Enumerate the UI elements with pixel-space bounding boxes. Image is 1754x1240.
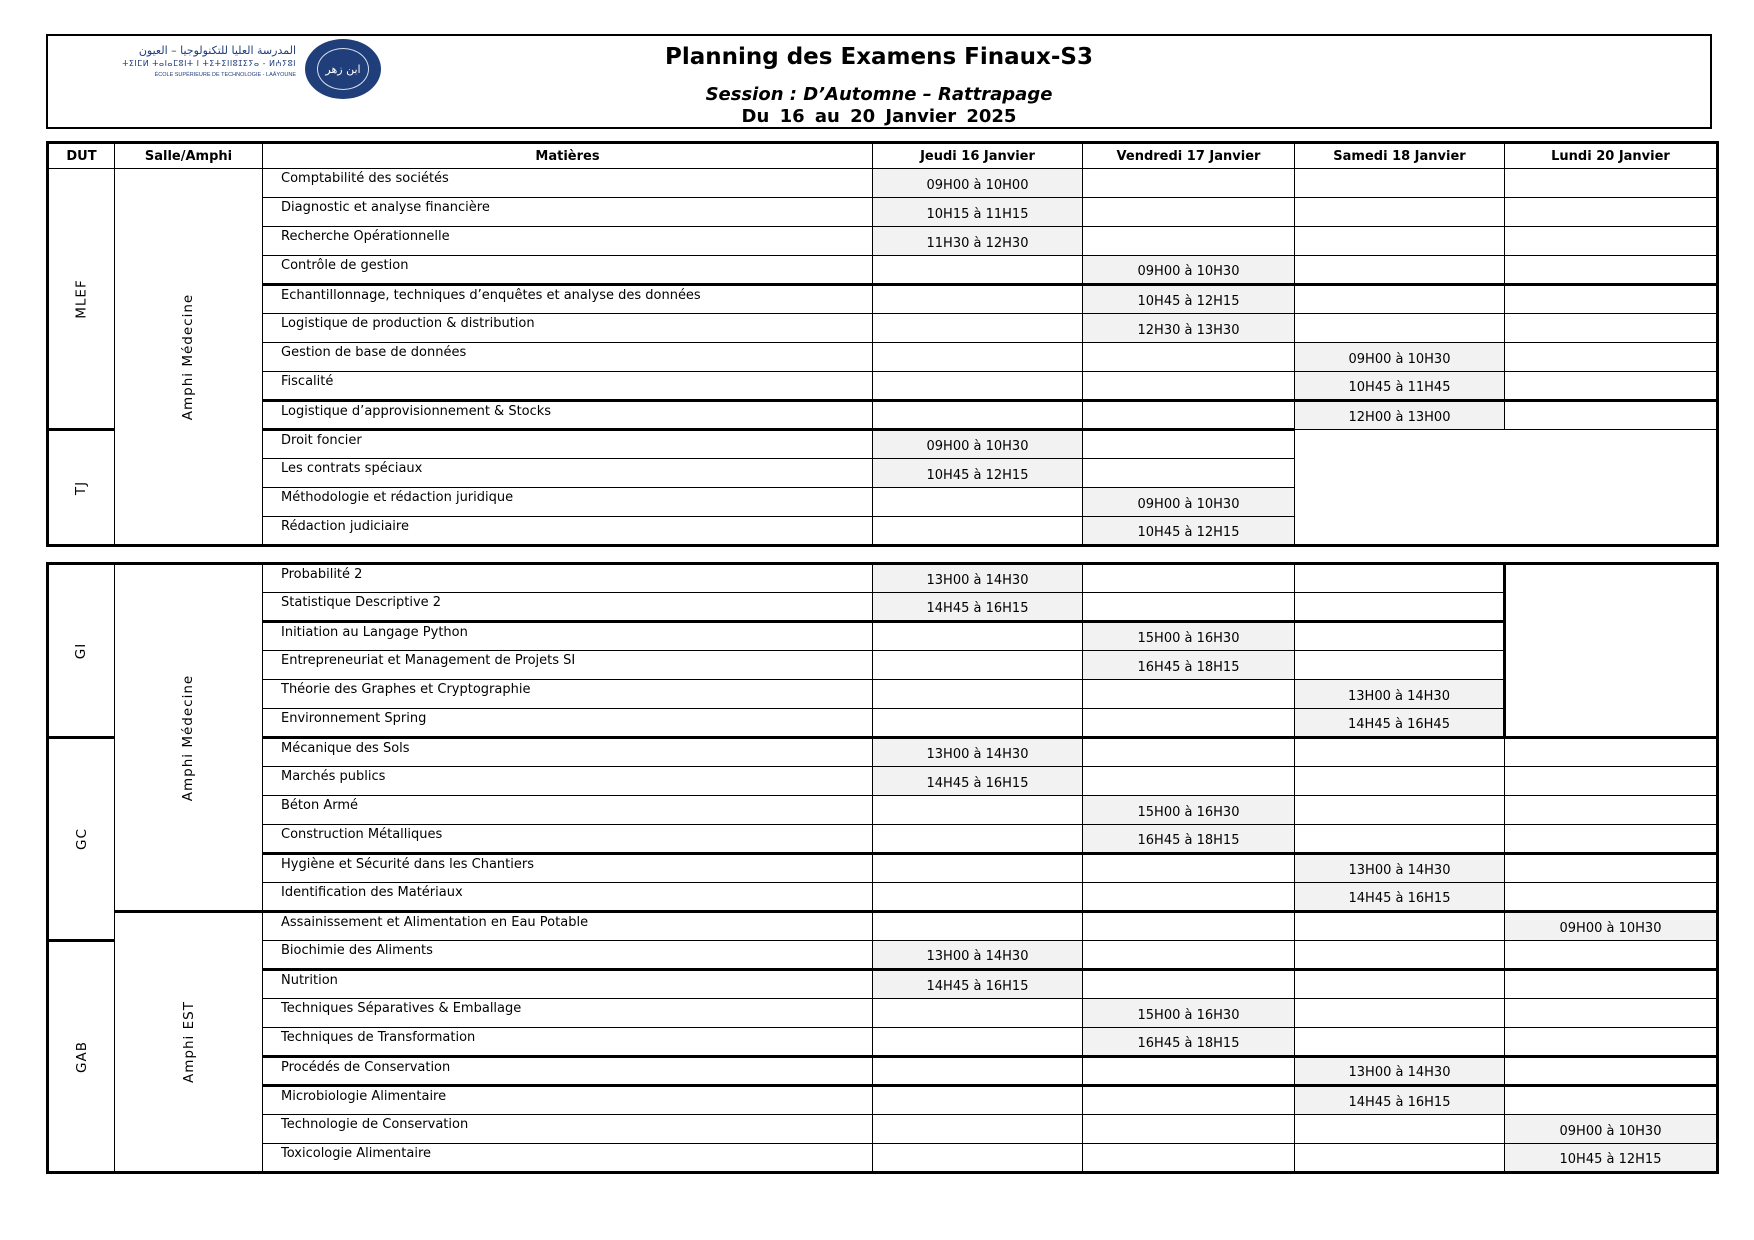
empty-slot: [1083, 372, 1295, 401]
subject-cell: Gestion de base de données: [263, 343, 873, 372]
empty-slot: [1505, 738, 1718, 767]
exam-table-1: [46, 141, 1719, 547]
empty-slot: [873, 680, 1083, 709]
exam-time-slot: 09H00 à 10H30: [1083, 256, 1295, 285]
empty-slot: [873, 709, 1083, 738]
exam-time-slot: 14H45 à 16H15: [873, 767, 1083, 796]
blank-area: [1295, 430, 1718, 546]
empty-slot: [1505, 401, 1718, 430]
empty-slot: [1505, 767, 1718, 796]
table-row: [48, 169, 1718, 198]
empty-slot: [1505, 343, 1718, 372]
empty-slot: [1083, 430, 1295, 459]
col-header-day: Lundi 20 Janvier: [1505, 143, 1718, 169]
empty-slot: [1505, 169, 1718, 198]
table-row: [48, 198, 1718, 227]
table-row: [48, 227, 1718, 256]
subject-cell: Entrepreneuriat et Management de Projets SI: [263, 651, 873, 680]
subject-cell: Toxicologie Alimentaire: [263, 1144, 873, 1173]
empty-slot: [873, 1057, 1083, 1086]
empty-slot: [1505, 1086, 1718, 1115]
col-header-day: Samedi 18 Janvier: [1295, 143, 1505, 169]
empty-slot: [1505, 999, 1718, 1028]
empty-slot: [1083, 738, 1295, 767]
empty-slot: [873, 488, 1083, 517]
empty-slot: [873, 1144, 1083, 1173]
table-row: [48, 796, 1718, 825]
empty-slot: [1295, 169, 1505, 198]
dut-gc: [48, 738, 115, 941]
subject-cell: Marchés publics: [263, 767, 873, 796]
table-row: [48, 622, 1718, 651]
empty-slot: [1505, 1028, 1718, 1057]
subject-cell: Hygiène et Sécurité dans les Chantiers: [263, 854, 873, 883]
col-header-day: Vendredi 17 Janvier: [1083, 143, 1295, 169]
table-row: [48, 825, 1718, 854]
empty-slot: [1295, 256, 1505, 285]
empty-slot: [873, 999, 1083, 1028]
empty-slot: [873, 854, 1083, 883]
empty-slot: [1295, 1115, 1505, 1144]
empty-slot: [1083, 459, 1295, 488]
subject-cell: Méthodologie et rédaction juridique: [263, 488, 873, 517]
col-header-salle: Salle/Amphi: [115, 143, 263, 169]
empty-slot: [873, 912, 1083, 941]
exam-time-slot: 16H45 à 18H15: [1083, 1028, 1295, 1057]
empty-slot: [873, 285, 1083, 314]
empty-slot: [1295, 564, 1505, 593]
exam-time-slot: 14H45 à 16H45: [1295, 709, 1505, 738]
subject-cell: Procédés de Conservation: [263, 1057, 873, 1086]
exam-time-slot: 10H45 à 12H15: [1083, 517, 1295, 546]
subject-cell: Probabilité 2: [263, 564, 873, 593]
salle-amphi-medecine-label: Amphi Médecine: [180, 674, 197, 801]
logo-tifinagh-line: ⵜⵉⵏⵎⵍ ⵜⴰⵏⴰⵎⵓⵏⵜ ⵏ ⵜⵉⵜⵉⵏⵏⵓⵊⵉⵢⴰ - ⵍⵄⵢⵓⵏ: [122, 59, 296, 68]
empty-slot: [1295, 314, 1505, 343]
empty-slot: [873, 651, 1083, 680]
subject-cell: Fiscalité: [263, 372, 873, 401]
exam-time-slot: 13H00 à 14H30: [873, 564, 1083, 593]
table-row: [48, 1086, 1718, 1115]
col-header-day: Jeudi 16 Janvier: [873, 143, 1083, 169]
table-row: [48, 256, 1718, 285]
empty-slot: [1295, 941, 1505, 970]
subject-cell: Assainissement et Alimentation en Eau Potable: [263, 912, 873, 941]
empty-slot: [873, 343, 1083, 372]
subject-cell: Recherche Opérationnelle: [263, 227, 873, 256]
table-row: [48, 285, 1718, 314]
subject-cell: Théorie des Graphes et Cryptographie: [263, 680, 873, 709]
empty-slot: [1295, 767, 1505, 796]
empty-slot: [873, 883, 1083, 912]
empty-slot: [1083, 970, 1295, 999]
exam-time-slot: 14H45 à 16H15: [1295, 1086, 1505, 1115]
exam-time-slot: 15H00 à 16H30: [1083, 622, 1295, 651]
empty-slot: [1083, 401, 1295, 430]
table-row: [48, 912, 1718, 941]
date-range: Du 16 au 20 Janvier 2025: [741, 106, 1017, 127]
empty-slot: [1505, 314, 1718, 343]
table-row: [48, 1028, 1718, 1057]
empty-slot: [1295, 1144, 1505, 1173]
subject-cell: Construction Métalliques: [263, 825, 873, 854]
exam-table-2: [46, 562, 1719, 1174]
table-row: [48, 1144, 1718, 1173]
exam-time-slot: 14H45 à 16H15: [1295, 883, 1505, 912]
empty-slot: [1083, 680, 1295, 709]
subject-cell: Technologie de Conservation: [263, 1115, 873, 1144]
empty-slot: [873, 796, 1083, 825]
subject-cell: Microbiologie Alimentaire: [263, 1086, 873, 1115]
table-row: [48, 738, 1718, 767]
page-title: Planning des Examens Finaux-S3: [664, 44, 1093, 70]
exam-time-slot: 09H00 à 10H30: [1083, 488, 1295, 517]
exam-time-slot: 10H45 à 12H15: [1505, 1144, 1718, 1173]
subject-cell: Droit foncier: [263, 430, 873, 459]
exam-time-slot: 09H00 à 10H30: [1505, 912, 1718, 941]
subject-cell: Les contrats spéciaux: [263, 459, 873, 488]
empty-slot: [1505, 796, 1718, 825]
exam-time-slot: 12H30 à 13H30: [1083, 314, 1295, 343]
empty-slot: [1083, 1057, 1295, 1086]
empty-slot: [873, 825, 1083, 854]
empty-slot: [1505, 970, 1718, 999]
salle-amphi-medecine-label: Amphi Médecine: [180, 293, 197, 420]
empty-slot: [1295, 593, 1505, 622]
empty-slot: [1083, 883, 1295, 912]
empty-slot: [1295, 651, 1505, 680]
table-row: [48, 1057, 1718, 1086]
empty-slot: [1505, 1057, 1718, 1086]
document-header: [46, 34, 1712, 129]
salle-amphi-medecine: [115, 169, 263, 546]
subject-cell: Statistique Descriptive 2: [263, 593, 873, 622]
empty-slot: [1083, 593, 1295, 622]
exam-time-slot: 15H00 à 16H30: [1083, 796, 1295, 825]
table-row: [48, 314, 1718, 343]
exam-time-slot: 16H45 à 18H15: [1083, 825, 1295, 854]
empty-slot: [1505, 227, 1718, 256]
exam-time-slot: 09H00 à 10H00: [873, 169, 1083, 198]
subject-cell: Rédaction judiciaire: [263, 517, 873, 546]
empty-slot: [873, 256, 1083, 285]
exam-time-slot: 10H45 à 12H15: [873, 459, 1083, 488]
table-row: [48, 593, 1718, 622]
empty-slot: [1083, 767, 1295, 796]
dut-gi: [48, 564, 115, 738]
empty-slot: [1083, 343, 1295, 372]
empty-slot: [1505, 854, 1718, 883]
session-subtitle: Session : D’Automne – Rattrapage: [705, 84, 1053, 105]
empty-slot: [1083, 854, 1295, 883]
empty-slot: [1295, 970, 1505, 999]
dut-gab-label: GAB: [73, 1040, 90, 1073]
empty-slot: [873, 372, 1083, 401]
exam-time-slot: 13H00 à 14H30: [1295, 680, 1505, 709]
empty-slot: [1295, 198, 1505, 227]
empty-slot: [1083, 912, 1295, 941]
empty-slot: [1083, 564, 1295, 593]
exam-time-slot: 10H45 à 11H45: [1295, 372, 1505, 401]
subject-cell: Techniques Séparatives & Emballage: [263, 999, 873, 1028]
exam-time-slot: 09H00 à 10H30: [1295, 343, 1505, 372]
salle-amphi-medecine: [115, 564, 263, 912]
exam-time-slot: 15H00 à 16H30: [1083, 999, 1295, 1028]
dut-gab: [48, 941, 115, 1173]
logo-arabic-line: المدرسة العليا للتكنولوجيا – العيون: [138, 44, 296, 57]
empty-slot: [873, 401, 1083, 430]
subject-cell: Biochimie des Aliments: [263, 941, 873, 970]
empty-slot: [1295, 1028, 1505, 1057]
empty-slot: [873, 1115, 1083, 1144]
empty-slot: [1505, 372, 1718, 401]
table-header-row: [48, 143, 1718, 169]
exam-time-slot: 14H45 à 16H15: [873, 970, 1083, 999]
subject-cell: Béton Armé: [263, 796, 873, 825]
exam-time-slot: 09H00 à 10H30: [873, 430, 1083, 459]
seal-glyph: ابن زهر: [317, 48, 369, 90]
subject-cell: Echantillonnage, techniques d’enquêtes et analyse des données: [263, 285, 873, 314]
table-row: [48, 970, 1718, 999]
empty-slot: [873, 1028, 1083, 1057]
empty-slot: [1295, 622, 1505, 651]
exam-time-slot: 13H00 à 14H30: [873, 941, 1083, 970]
dut-tj-label: TJ: [73, 480, 90, 495]
subject-cell: Logistique d’approvisionnement & Stocks: [263, 401, 873, 430]
empty-slot: [1505, 285, 1718, 314]
empty-slot: [873, 517, 1083, 546]
empty-slot: [1295, 796, 1505, 825]
table-row: [48, 401, 1718, 430]
empty-slot: [1083, 941, 1295, 970]
table-row: [48, 1115, 1718, 1144]
empty-slot: [1505, 256, 1718, 285]
subject-cell: Contrôle de gestion: [263, 256, 873, 285]
empty-slot: [1083, 1115, 1295, 1144]
table-row: [48, 709, 1718, 738]
empty-slot: [1505, 941, 1718, 970]
table-row: [48, 430, 1718, 459]
exam-time-slot: 14H45 à 16H15: [873, 593, 1083, 622]
empty-slot: [1083, 1144, 1295, 1173]
subject-cell: Mécanique des Sols: [263, 738, 873, 767]
empty-slot: [1295, 912, 1505, 941]
subject-cell: Techniques de Transformation: [263, 1028, 873, 1057]
table-row: [48, 680, 1718, 709]
dut-gi-label: GI: [73, 642, 90, 659]
salle-amphi-est-label: Amphi EST: [180, 1001, 197, 1083]
empty-slot: [1083, 1086, 1295, 1115]
table-row: [48, 343, 1718, 372]
exam-time-slot: 11H30 à 12H30: [873, 227, 1083, 256]
empty-slot: [1083, 169, 1295, 198]
exam-time-slot: 16H45 à 18H15: [1083, 651, 1295, 680]
subject-cell: Comptabilité des sociétés: [263, 169, 873, 198]
exam-time-slot: 10H45 à 12H15: [1083, 285, 1295, 314]
empty-slot: [1083, 198, 1295, 227]
table-row: [48, 372, 1718, 401]
empty-slot: [1505, 825, 1718, 854]
empty-slot: [1295, 825, 1505, 854]
exam-time-slot: 10H15 à 11H15: [873, 198, 1083, 227]
col-header-dut: DUT: [48, 143, 115, 169]
empty-slot: [873, 622, 1083, 651]
empty-slot: [1295, 999, 1505, 1028]
subject-cell: Nutrition: [263, 970, 873, 999]
dut-mlef: [48, 169, 115, 430]
subject-cell: Initiation au Langage Python: [263, 622, 873, 651]
empty-slot: [1083, 709, 1295, 738]
empty-slot: [1505, 883, 1718, 912]
exam-time-slot: 13H00 à 14H30: [1295, 854, 1505, 883]
salle-amphi-est: [115, 912, 263, 1173]
subject-cell: Logistique de production & distribution: [263, 314, 873, 343]
table-row: [48, 767, 1718, 796]
col-header-matieres: Matières: [263, 143, 873, 169]
table-row: [48, 999, 1718, 1028]
table-row: [48, 564, 1718, 593]
empty-slot: [1295, 227, 1505, 256]
logo-french-line: ÉCOLE SUPÉRIEURE DE TECHNOLOGIE - LAÂYOUNE: [154, 72, 296, 78]
exam-time-slot: 12H00 à 13H00: [1295, 401, 1505, 430]
subject-cell: Identification des Matériaux: [263, 883, 873, 912]
exam-time-slot: 13H00 à 14H30: [873, 738, 1083, 767]
dut-tj: [48, 430, 115, 546]
table-row: [48, 651, 1718, 680]
table-row: [48, 883, 1718, 912]
empty-slot: [873, 314, 1083, 343]
exam-time-slot: 13H00 à 14H30: [1295, 1057, 1505, 1086]
empty-slot: [1505, 198, 1718, 227]
empty-slot: [1083, 227, 1295, 256]
blank-area: [1505, 564, 1718, 738]
table-row: [48, 941, 1718, 970]
subject-cell: Environnement Spring: [263, 709, 873, 738]
empty-slot: [1295, 738, 1505, 767]
table-row: [48, 854, 1718, 883]
dut-gc-label: GC: [73, 828, 90, 850]
empty-slot: [1295, 285, 1505, 314]
empty-slot: [873, 1086, 1083, 1115]
exam-time-slot: 09H00 à 10H30: [1505, 1115, 1718, 1144]
subject-cell: Diagnostic et analyse financière: [263, 198, 873, 227]
dut-mlef-label: MLEF: [73, 278, 90, 319]
